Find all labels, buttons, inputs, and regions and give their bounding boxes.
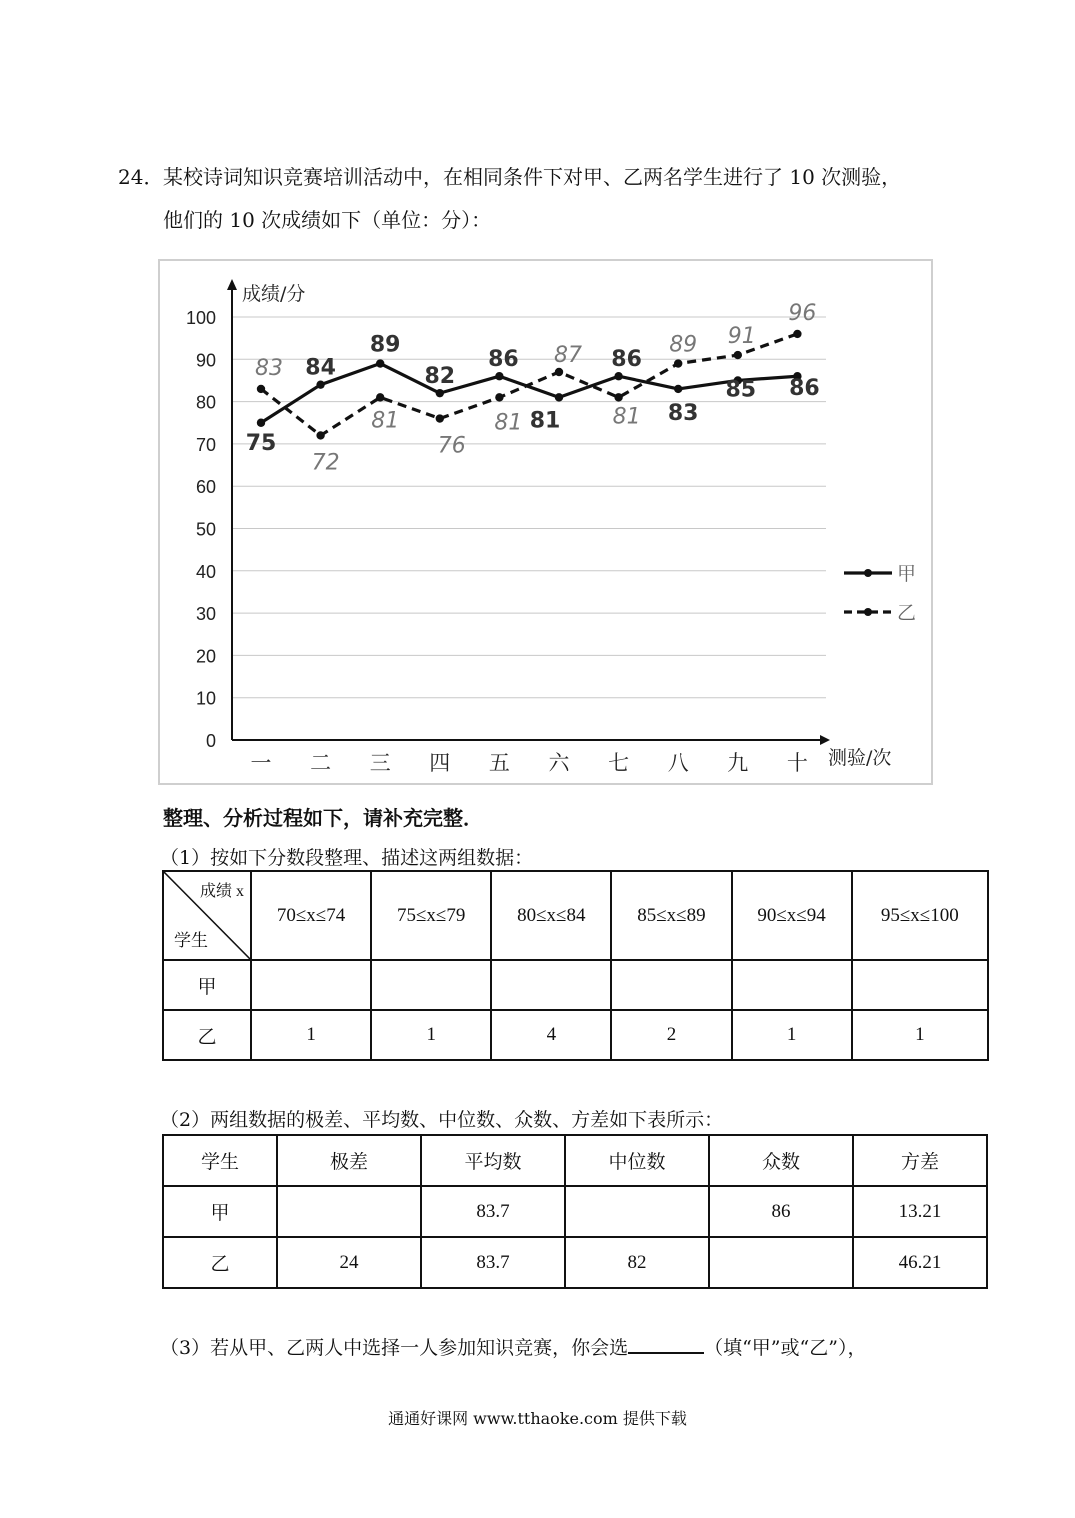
table-header-row — [163, 1135, 987, 1186]
data-label-yi: 91 — [727, 324, 756, 350]
table-row — [163, 1010, 988, 1060]
y-tick-label: 0 — [205, 731, 216, 751]
range-header: 75≤x≤79 — [371, 871, 491, 960]
statistics-table — [162, 1134, 988, 1289]
count-cell: 2 — [611, 1010, 731, 1060]
answer-blank[interactable] — [628, 1334, 704, 1354]
y-tick-label: 20 — [195, 646, 216, 667]
data-point — [674, 359, 682, 367]
column-header: 平均数 — [421, 1135, 565, 1186]
data-point — [674, 385, 682, 393]
x-axis-label: 测验/次 — [828, 747, 892, 769]
data-label-yi: 76 — [437, 433, 466, 459]
data-label-jia: 86 — [611, 347, 642, 373]
data-label-jia: 84 — [305, 355, 336, 381]
student-cell: 乙 — [163, 1237, 277, 1288]
x-tick-label: 七 — [608, 751, 630, 775]
data-point — [316, 380, 324, 388]
y-tick-label: 80 — [195, 392, 216, 413]
data-label-yi: 89 — [669, 332, 698, 358]
count-cell[interactable] — [251, 960, 371, 1010]
y-tick-label: 70 — [195, 434, 216, 455]
x-tick-label: 五 — [488, 751, 510, 775]
mean-cell: 83.7 — [421, 1237, 565, 1288]
count-cell: 1 — [251, 1010, 371, 1060]
x-tick-label: 四 — [429, 751, 451, 775]
y-tick-label: 90 — [195, 350, 216, 371]
range-header: 70≤x≤74 — [251, 871, 371, 960]
column-header: 方差 — [853, 1135, 987, 1186]
table-row — [163, 960, 988, 1010]
data-point — [734, 351, 742, 359]
y-tick-label: 100 — [185, 308, 216, 328]
range-header: 85≤x≤89 — [611, 871, 731, 960]
data-label-jia: 81 — [529, 408, 561, 434]
data-point — [257, 419, 265, 427]
question-text-line2: 他们的 10 次成绩如下（单位：分）： — [163, 208, 492, 232]
part3-question — [160, 1333, 866, 1360]
median-cell: 82 — [565, 1237, 709, 1288]
diagonal-header-cell — [163, 871, 251, 960]
x-tick-label: 三 — [369, 751, 391, 775]
mean-cell: 83.7 — [421, 1186, 565, 1237]
header-score-label: 成绩 x — [199, 883, 244, 900]
summary-text: 整理、分析过程如下，请补充完整． — [163, 806, 483, 830]
y-tick-label: 30 — [195, 604, 216, 625]
data-point — [555, 393, 563, 401]
range-value-cell: 24 — [277, 1237, 421, 1288]
data-point — [436, 389, 444, 397]
data-point — [495, 372, 503, 380]
y-axis-arrow — [227, 279, 237, 290]
range-header: 80≤x≤84 — [491, 871, 611, 960]
x-tick-label: 九 — [727, 751, 749, 775]
column-header: 极差 — [277, 1135, 421, 1186]
legend-label: 甲 — [897, 563, 917, 585]
x-tick-label: 六 — [548, 751, 570, 775]
variance-cell: 46.21 — [853, 1237, 987, 1288]
score-line-chart — [158, 259, 933, 785]
question-number: 24． — [118, 165, 164, 189]
range-header: 95≤x≤100 — [852, 871, 988, 960]
header-student-label: 学生 — [174, 931, 208, 950]
count-cell[interactable] — [732, 960, 852, 1010]
data-label-jia: 82 — [424, 364, 456, 390]
footer-text: 通通好课网 www.tthaoke.com 提供下载 — [388, 1409, 687, 1428]
legend-label: 乙 — [897, 602, 917, 624]
table-row — [163, 1186, 987, 1237]
legend-marker — [864, 569, 872, 577]
data-point — [436, 414, 444, 422]
table-row — [163, 1237, 987, 1288]
column-header: 中位数 — [565, 1135, 709, 1186]
data-point — [614, 393, 622, 401]
count-cell: 1 — [852, 1010, 988, 1060]
data-label-jia: 86 — [789, 376, 820, 402]
data-point — [376, 393, 384, 401]
student-cell: 甲 — [163, 1186, 277, 1237]
count-cell[interactable] — [491, 960, 611, 1010]
data-label-yi: 72 — [311, 450, 340, 476]
data-label-yi: 96 — [788, 300, 817, 326]
data-point — [257, 385, 265, 393]
range-value-cell[interactable] — [277, 1186, 421, 1237]
y-tick-label: 10 — [195, 688, 216, 709]
data-point — [614, 372, 622, 380]
x-tick-label: 八 — [667, 751, 689, 775]
question-text-line1: 某校诗词知识竞赛培训活动中，在相同条件下对甲、乙两名学生进行了 10 次测验， — [163, 165, 902, 189]
y-tick-label: 60 — [195, 477, 216, 498]
data-label-jia: 89 — [369, 332, 401, 358]
data-point — [495, 393, 503, 401]
legend-marker — [864, 608, 872, 616]
part2-title: （2）两组数据的极差、平均数、中位数、众数、方差如下表所示： — [160, 1109, 724, 1131]
count-cell: 1 — [371, 1010, 491, 1060]
data-label-yi: 83 — [255, 355, 283, 381]
count-cell: 4 — [491, 1010, 611, 1060]
data-label-yi: 87 — [554, 342, 582, 368]
data-label-jia: 85 — [725, 377, 757, 403]
data-label-yi: 81 — [371, 408, 400, 434]
y-tick-label: 50 — [195, 519, 216, 540]
y-axis-label: 成绩/分 — [242, 283, 306, 305]
data-label-jia: 75 — [245, 430, 277, 456]
student-cell: 甲 — [163, 960, 251, 1010]
variance-cell: 13.21 — [853, 1186, 987, 1237]
mode-cell[interactable] — [709, 1237, 853, 1288]
data-point — [376, 359, 384, 367]
data-label-yi: 81 — [612, 404, 641, 430]
data-point — [555, 368, 563, 376]
range-header: 90≤x≤94 — [732, 871, 852, 960]
mode-cell: 86 — [709, 1186, 853, 1237]
count-cell[interactable] — [611, 960, 731, 1010]
x-tick-label: 二 — [310, 751, 332, 775]
count-cell[interactable] — [371, 960, 491, 1010]
data-label-yi: 81 — [494, 410, 523, 436]
median-cell[interactable] — [565, 1186, 709, 1237]
part1-title: （1）按如下分数段整理、描述这两组数据： — [160, 847, 534, 869]
column-header: 学生 — [163, 1135, 277, 1186]
data-label-jia: 83 — [667, 400, 699, 426]
count-cell[interactable] — [852, 960, 988, 1010]
student-cell: 乙 — [163, 1010, 251, 1060]
count-cell: 1 — [732, 1010, 852, 1060]
data-point — [316, 431, 324, 439]
x-tick-label: 十 — [786, 751, 808, 775]
data-label-jia: 86 — [488, 347, 519, 373]
part3-text-before: （3）若从甲、乙两人中选择一人参加知识竞赛，你会选 — [160, 1337, 629, 1359]
data-point — [793, 330, 801, 338]
table-header-row — [163, 871, 988, 960]
y-tick-label: 40 — [195, 561, 216, 582]
column-header: 众数 — [709, 1135, 853, 1186]
score-range-table — [162, 870, 989, 1061]
x-tick-label: 一 — [250, 751, 272, 775]
x-axis-arrow — [820, 735, 830, 745]
part3-text-after: （填“甲”或“乙”）， — [704, 1337, 867, 1359]
